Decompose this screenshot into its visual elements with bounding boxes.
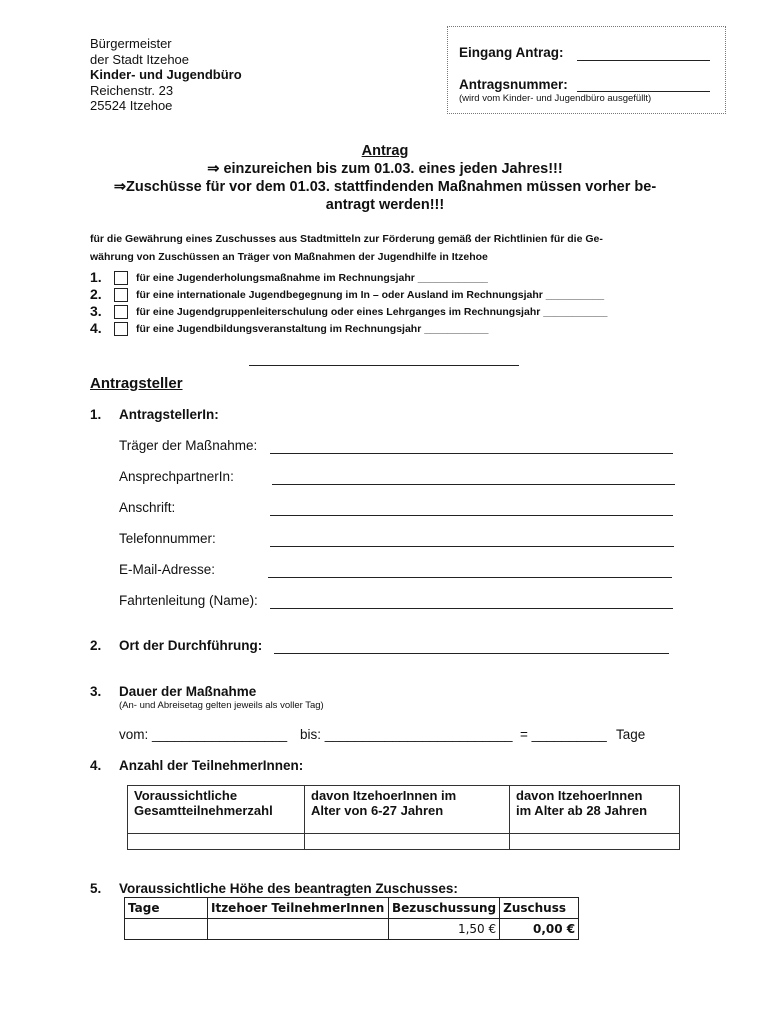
option-label: für eine Jugendbildungsveranstaltung im Rechnungsjahr ___________ — [136, 323, 489, 335]
header-text: Alter von 6-27 Jahren — [311, 803, 444, 818]
rate-cell: 1,50 € — [389, 919, 500, 940]
section-number: 2. — [90, 638, 102, 653]
intro-text: währung von Zuschüssen an Träger von Maßnahmen der Jugendhilfe in Itzehoe — [90, 251, 488, 263]
tage-input-cell[interactable] — [125, 919, 208, 940]
age-6-27-input-cell[interactable] — [305, 834, 510, 850]
table-header-cell — [510, 786, 680, 834]
section-number: 4. — [90, 758, 102, 773]
option-checkbox[interactable] — [114, 305, 128, 319]
fahrtenleitung-field[interactable] — [270, 608, 673, 609]
early-measures-note-cont: antragt werden!!! — [325, 197, 445, 213]
section-title: AntragstellerIn: — [119, 407, 219, 422]
field-label-fahrtenleitung: Fahrtenleitung (Name): — [119, 593, 258, 608]
duration-note: (An- und Abreisetag gelten jeweils als voller Tag) — [119, 700, 324, 711]
office-use-note: (wird vom Kinder- und Jugendbüro ausgefüllt) — [459, 93, 652, 104]
option-checkbox[interactable] — [114, 271, 128, 285]
field-label-ansprechpartner: AnsprechpartnerIn: — [119, 469, 234, 484]
option-checkbox[interactable] — [114, 322, 128, 336]
tage-label: Tage — [616, 727, 646, 742]
eingang-label: Eingang Antrag: — [459, 45, 564, 60]
header-text: davon ItzehoerInnen — [516, 788, 643, 803]
teilnehmer-input-cell[interactable] — [208, 919, 389, 940]
traeger-field[interactable] — [270, 453, 673, 454]
section-number: 3. — [90, 684, 102, 699]
header-text: Voraussichtliche — [134, 788, 238, 803]
total-cell: 0,00 € — [500, 919, 579, 940]
option-number: 4. — [90, 320, 102, 336]
gesamt-input-cell[interactable] — [128, 834, 305, 850]
option-checkbox[interactable] — [114, 288, 128, 302]
antragsnummer-field[interactable] — [577, 91, 710, 92]
ansprechpartner-field[interactable] — [272, 484, 675, 485]
table-header-cell — [128, 786, 305, 834]
sender-address — [90, 36, 242, 114]
table-header-row — [128, 786, 680, 834]
option-number: 3. — [90, 303, 102, 319]
field-label-anschrift: Anschrift: — [119, 500, 176, 515]
bis-field[interactable]: bis: _________________________ — [300, 727, 513, 742]
antragsnummer-label: Antragsnummer: — [459, 77, 568, 92]
deadline-note: ⇒ einzureichen bis zum 01.03. eines jeden Jahres!!! — [207, 161, 563, 177]
address-line: 25524 Itzehoe — [90, 98, 173, 113]
eingang-field[interactable] — [577, 60, 710, 61]
header-text: davon ItzehoerInnen im — [311, 788, 457, 803]
vom-field[interactable]: vom: __________________ — [119, 727, 288, 742]
option-number: 2. — [90, 286, 102, 302]
option-number: 1. — [90, 269, 102, 285]
section-title: Dauer der Maßnahme — [119, 684, 257, 699]
age-28-plus-input-cell[interactable] — [510, 834, 680, 850]
field-label-traeger: Träger der Maßnahme: — [119, 438, 258, 453]
table-row — [128, 834, 680, 850]
option-label: für eine internationale Jugendbegegnung im In – oder Ausland im Rechnungsjahr __________ — [136, 289, 605, 301]
field-label-email: E-Mail-Adresse: — [119, 562, 216, 577]
tage-field[interactable]: = __________ — [520, 727, 607, 742]
field-label-telefon: Telefonnummer: — [119, 531, 216, 546]
anschrift-field[interactable] — [270, 515, 673, 516]
section-title: Anzahl der TeilnehmerInnen: — [119, 758, 304, 773]
header-tage: Tage — [125, 898, 208, 919]
early-measures-note: ⇒Zuschüsse für vor dem 01.03. stattfindenden Maßnahmen müssen vorher be- — [113, 179, 657, 195]
section-number: 1. — [90, 407, 102, 422]
table-header-row — [125, 898, 579, 919]
table-header-cell — [305, 786, 510, 834]
option-label: für eine Jugendgruppenleiterschulung oder eines Lehrganges im Rechnungsjahr ___________ — [136, 306, 608, 318]
section-title: Ort der Durchführung: — [119, 638, 263, 653]
header-bezuschussung: Bezuschussung — [389, 898, 500, 919]
section-title: Voraussichtliche Höhe des beantragten Zuschusses: — [119, 881, 458, 896]
address-line: Bürgermeister — [90, 36, 172, 51]
option-label: für eine Jugenderholungsmaßnahme im Rechnungsjahr ____________ — [136, 272, 488, 284]
table-row — [125, 919, 579, 940]
section-number: 5. — [90, 881, 102, 896]
form-title: Antrag — [361, 143, 409, 159]
header-zuschuss: Zuschuss — [500, 898, 579, 919]
address-line: Kinder- und Jugendbüro — [90, 67, 242, 82]
office-use-box — [447, 26, 726, 114]
address-line: der Stadt Itzehoe — [90, 51, 190, 67]
applicant-heading: Antragsteller — [90, 375, 183, 392]
participants-table — [127, 785, 680, 850]
header-teilnehmer: Itzehoer TeilnehmerInnen — [208, 898, 389, 919]
header-text: Gesamtteilnehmerzahl — [134, 803, 273, 818]
intro-text: für die Gewährung eines Zuschusses aus Stadtmitteln zur Förderung gemäß der Richtlinien für die Ge- — [90, 233, 603, 245]
subsidy-table — [124, 897, 579, 940]
telefon-field[interactable] — [270, 546, 674, 547]
section-divider — [249, 365, 519, 366]
email-field[interactable] — [268, 577, 672, 578]
header-text: im Alter ab 28 Jahren — [516, 803, 648, 818]
address-line: Reichenstr. 23 — [90, 82, 174, 98]
ort-field[interactable] — [274, 653, 669, 654]
